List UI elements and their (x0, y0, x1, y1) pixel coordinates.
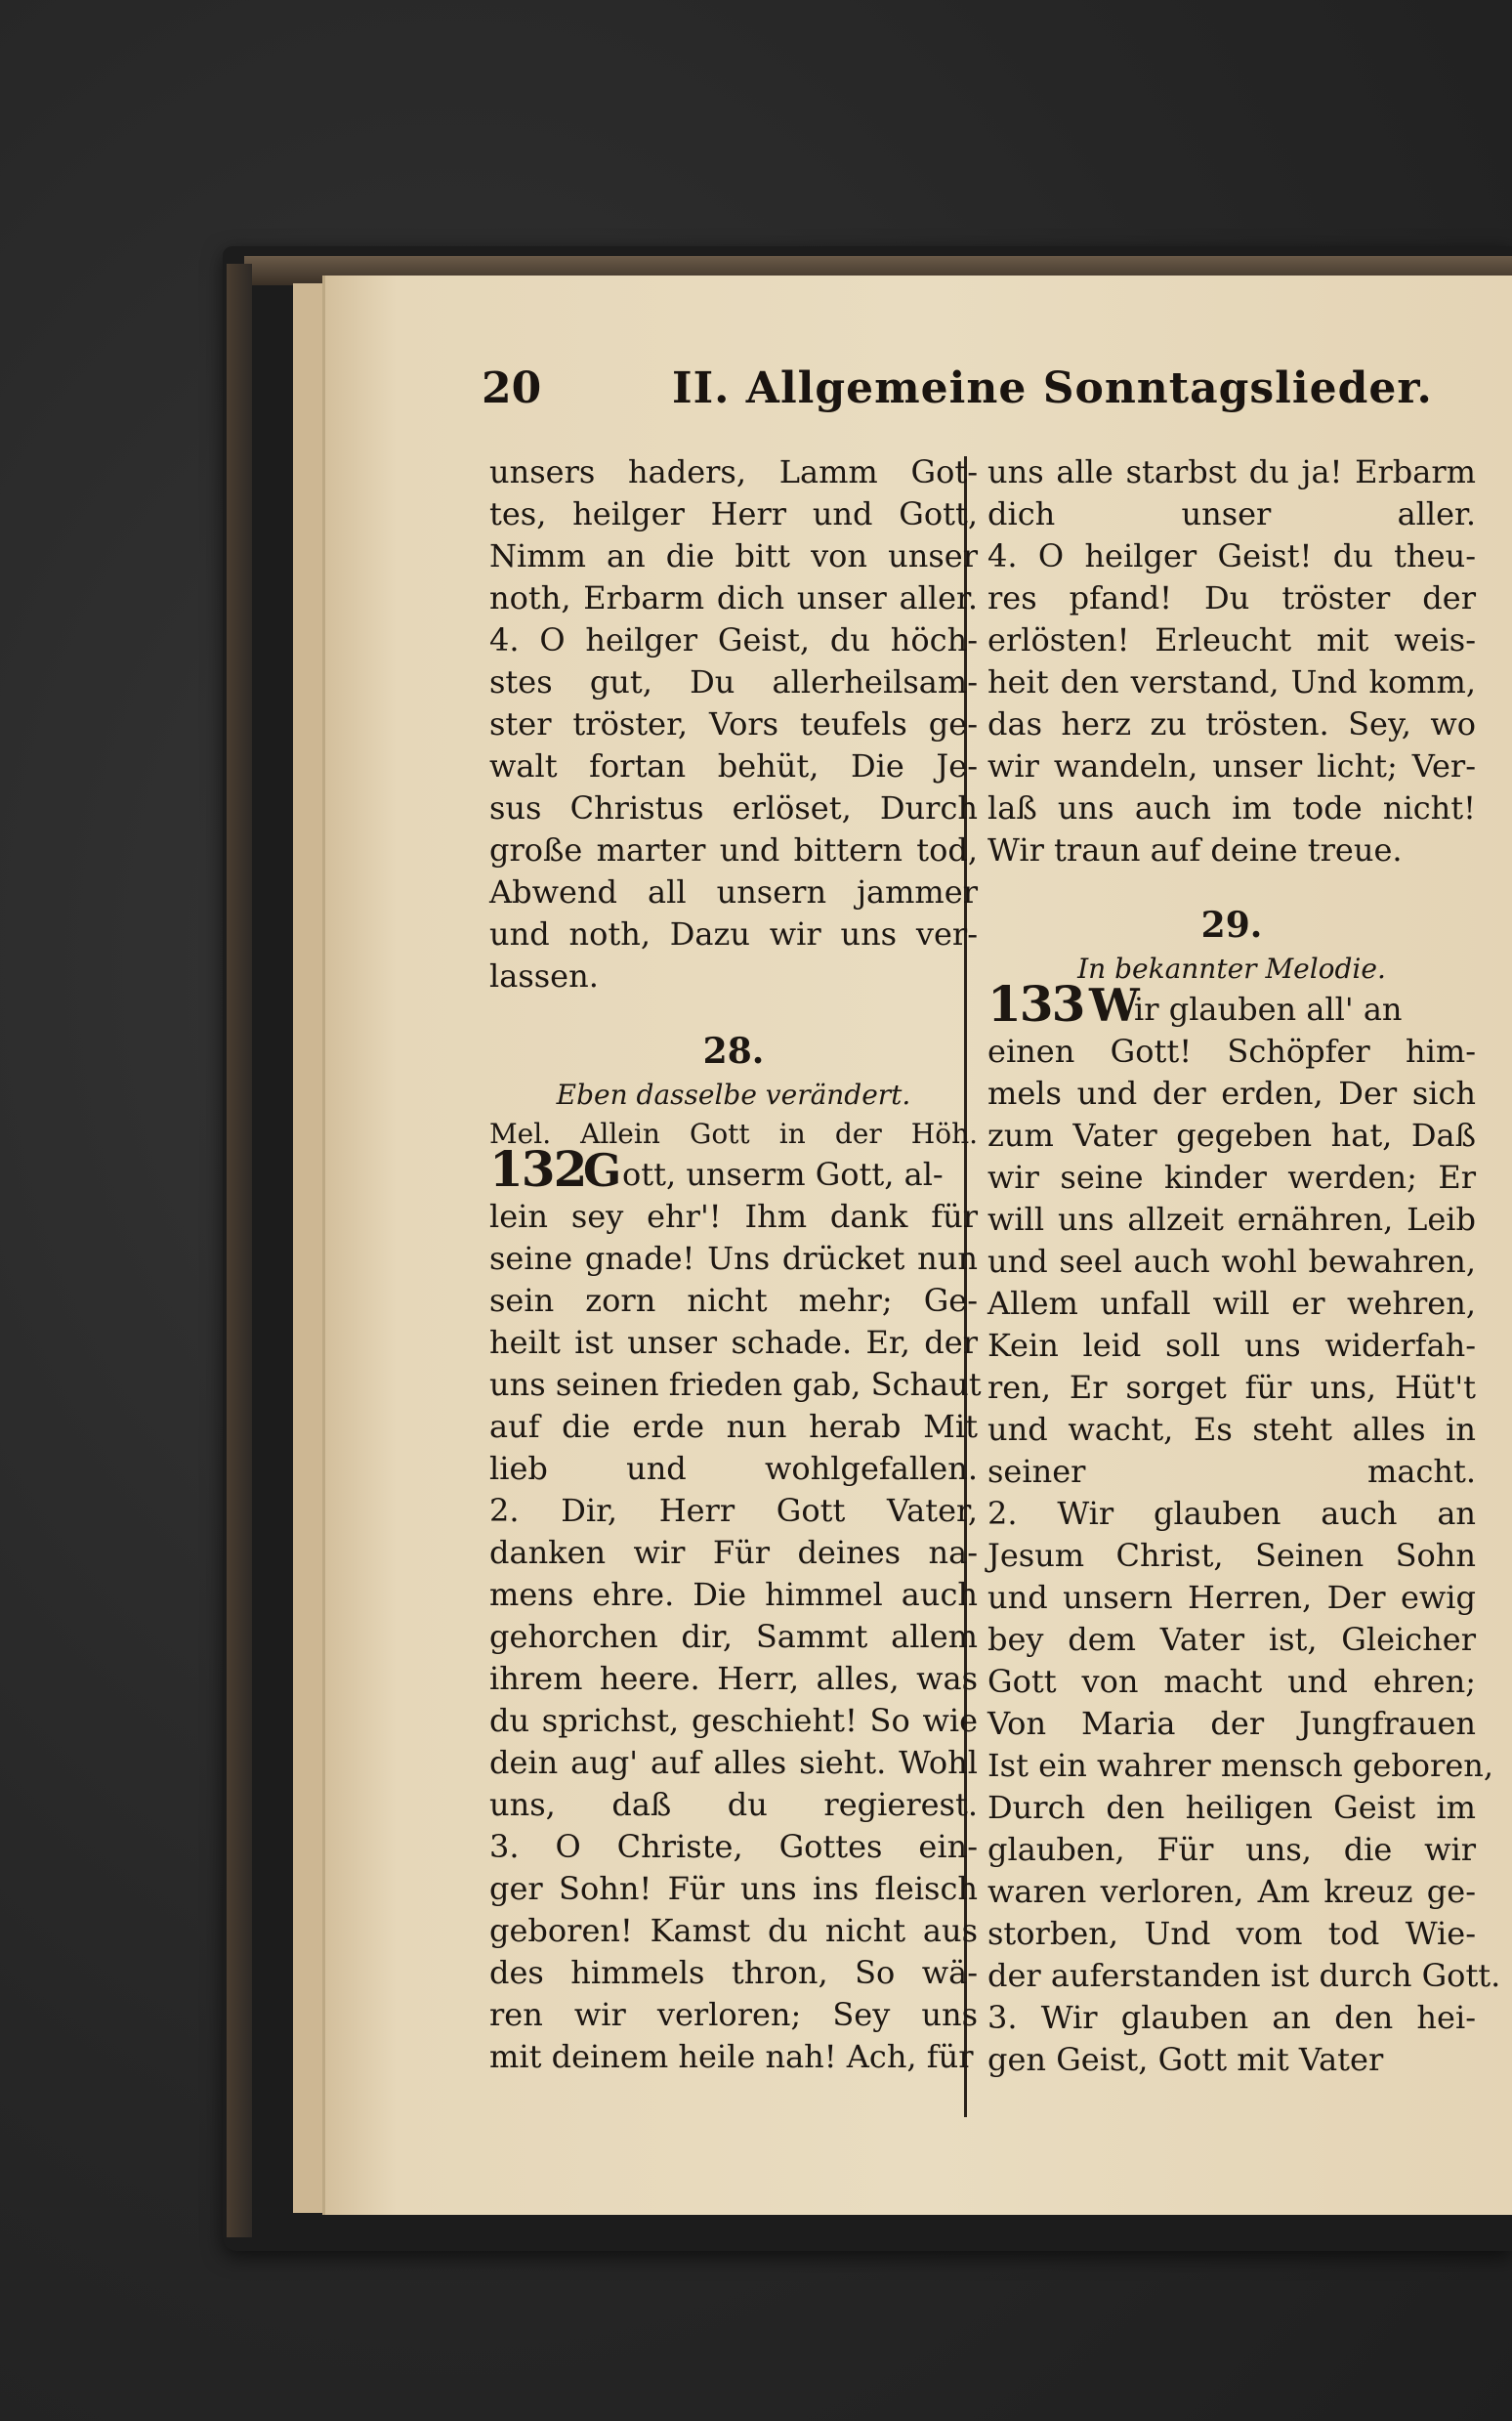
section-number: 28. (702, 1031, 765, 1072)
text-line: 2. Wir glauben auch an (987, 1495, 1476, 1532)
text-line: lein sey ehr'! Ihm dank für (489, 1198, 978, 1235)
melody-line: Mel. Allein Gott in der Höh. (489, 1118, 978, 1150)
text-line: lassen. (489, 957, 599, 995)
text-line: mels und der erden, Der sich (987, 1075, 1476, 1112)
melody-line: In bekannter Melodie. (1077, 953, 1386, 985)
right-column-top-text (987, 451, 1476, 871)
text-line: res pfand! Du tröster der (987, 579, 1476, 616)
text-line: erlösten! Erleucht mit weis- (987, 621, 1476, 658)
text-line: mit deinem heile nah! Ach, für (489, 2038, 974, 2075)
text-line: 2. Dir, Herr Gott Vater, (489, 1492, 978, 1529)
page-header (482, 363, 1458, 432)
text-line: und noth, Dazu wir uns ver- (489, 915, 978, 953)
text-line: laß uns auch im tode nicht! (987, 789, 1476, 827)
text-line: waren verloren, Am kreuz ge- (987, 1873, 1476, 1910)
text-line: du sprichst, geschieht! So wie (489, 1702, 978, 1739)
text-line: seiner macht. (987, 1453, 1476, 1490)
text-line: zum Vater gegeben hat, Daß (987, 1117, 1476, 1154)
text-line: ren wir verloren; Sey uns (489, 1996, 978, 2033)
text-line: Von Maria der Jungfrauen (987, 1705, 1476, 1742)
text-line: tes, heilger Herr und Gott, (489, 495, 978, 532)
hymn-number: 132 (489, 1140, 586, 1198)
text-line: storben, Und vom tod Wie- (987, 1915, 1476, 1952)
text-line: Durch den heiligen Geist im (987, 1789, 1476, 1826)
text-line: uns seinen frieden gab, Schaut (489, 1366, 982, 1403)
text-line: Ist ein wahrer mensch geboren, (987, 1747, 1494, 1784)
text-line: ster tröster, Vors teufels ge- (489, 705, 978, 743)
text-line: und seel auch wohl bewahren, (987, 1243, 1476, 1280)
page-number: 20 (482, 363, 542, 413)
text-line: auf die erde nun herab Mit (489, 1408, 978, 1445)
text-line: uns, daß du regierest. (489, 1786, 978, 1823)
text-line: der auferstanden ist durch Gott. (987, 1957, 1501, 1994)
text-line: 3. Wir glauben an den hei- (987, 1999, 1476, 2036)
hymn-first-line: ott, unserm Gott, al- (622, 1156, 944, 1193)
text-line: Jesum Christ, Seinen Sohn (987, 1537, 1476, 1574)
text-line: Nimm an die bitt von unser (489, 537, 978, 574)
text-line: dein aug' auf alles sieht. Wohl (489, 1744, 978, 1781)
text-line: will uns allzeit ernähren, Leib (987, 1201, 1476, 1238)
hymn-start-133 (987, 975, 1476, 1033)
hymn-initial: G (583, 1144, 622, 1197)
text-line: noth, Erbarm dich unser aller. (489, 579, 978, 616)
text-line: unsers haders, Lamm Got- (489, 453, 978, 490)
text-line: ger Sohn! Für uns ins fleisch (489, 1870, 978, 1907)
text-line: gen Geist, Gott mit Vater (987, 2041, 1384, 2078)
section-subtitle: Eben dasselbe verändert. (556, 1079, 911, 1111)
text-line: gehorchen dir, Sammt allem (489, 1618, 978, 1655)
left-column (489, 451, 982, 2078)
text-line: walt fortan behüt, Die Je- (489, 747, 978, 785)
text-line: stes gut, Du allerheilsam- (489, 663, 978, 701)
text-line: 3. O Christe, Gottes ein- (489, 1828, 978, 1865)
hymn-start-132 (489, 1140, 978, 1198)
text-line: 4. O heilger Geist, du höch- (489, 621, 978, 658)
text-line: große marter und bittern tod, (489, 831, 978, 869)
text-line: lieb und wohlgefallen. (489, 1450, 978, 1487)
text-line: bey dem Vater ist, Gleicher (987, 1621, 1476, 1658)
text-line: des himmels thron, So wä- (489, 1954, 978, 1991)
text-line: dich unser aller. (987, 495, 1476, 532)
book-page (322, 276, 1512, 2215)
text-line: glauben, Für uns, die wir (987, 1831, 1476, 1868)
text-line: und wacht, Es steht alles in (987, 1411, 1476, 1448)
text-line: und unsern Herren, Der ewig (987, 1579, 1476, 1616)
right-column (987, 451, 1501, 2081)
text-line: 4. O heilger Geist! du theu- (987, 537, 1476, 574)
text-line: ren, Er sorget für uns, Hüt't (987, 1369, 1476, 1406)
hymn-first-line: ir glauben all' an (1134, 991, 1403, 1028)
book-spine-edge (227, 264, 252, 2237)
text-line: uns alle starbst du ja! Erbarm (987, 453, 1476, 490)
text-line: Wir traun auf deine treue. (987, 831, 1403, 869)
left-column-top-text (489, 451, 978, 998)
text-line: wir wandeln, unser licht; Ver- (987, 747, 1476, 785)
text-line: das herz zu trösten. Sey, wo (987, 705, 1476, 743)
text-line: heilt ist unser schade. Er, der (489, 1324, 978, 1361)
left-column-bottom-text (489, 1196, 982, 2078)
text-line: einen Gott! Schöpfer him- (987, 1033, 1476, 1070)
text-line: Allem unfall will er wehren, (987, 1285, 1476, 1322)
text-line: seine gnade! Uns drücket nun (489, 1240, 978, 1277)
text-line: geboren! Kamst du nicht aus (489, 1912, 978, 1949)
hymn-initial: W (1089, 979, 1140, 1032)
text-line: wir seine kinder werden; Er (987, 1159, 1476, 1196)
text-line: ihrem heere. Herr, alles, was (489, 1660, 978, 1697)
running-title: II. Allgemeine Sonntagslieder. (672, 363, 1433, 413)
text-line: sus Christus erlöset, Durch (489, 789, 978, 827)
text-line: mens ehre. Die himmel auch (489, 1576, 978, 1613)
text-line: Abwend all unsern jammer (489, 873, 978, 911)
text-line: heit den verstand, Und komm, (987, 663, 1476, 701)
section-number: 29. (1200, 905, 1263, 946)
text-line: sein zorn nicht mehr; Ge- (489, 1282, 978, 1319)
text-line: Kein leid soll uns widerfah- (987, 1327, 1476, 1364)
hymn-number: 133 (987, 975, 1084, 1033)
text-line: danken wir Für deines na- (489, 1534, 978, 1571)
right-column-bottom-text (987, 1031, 1501, 2081)
text-line: Gott von macht und ehren; (987, 1663, 1476, 1700)
